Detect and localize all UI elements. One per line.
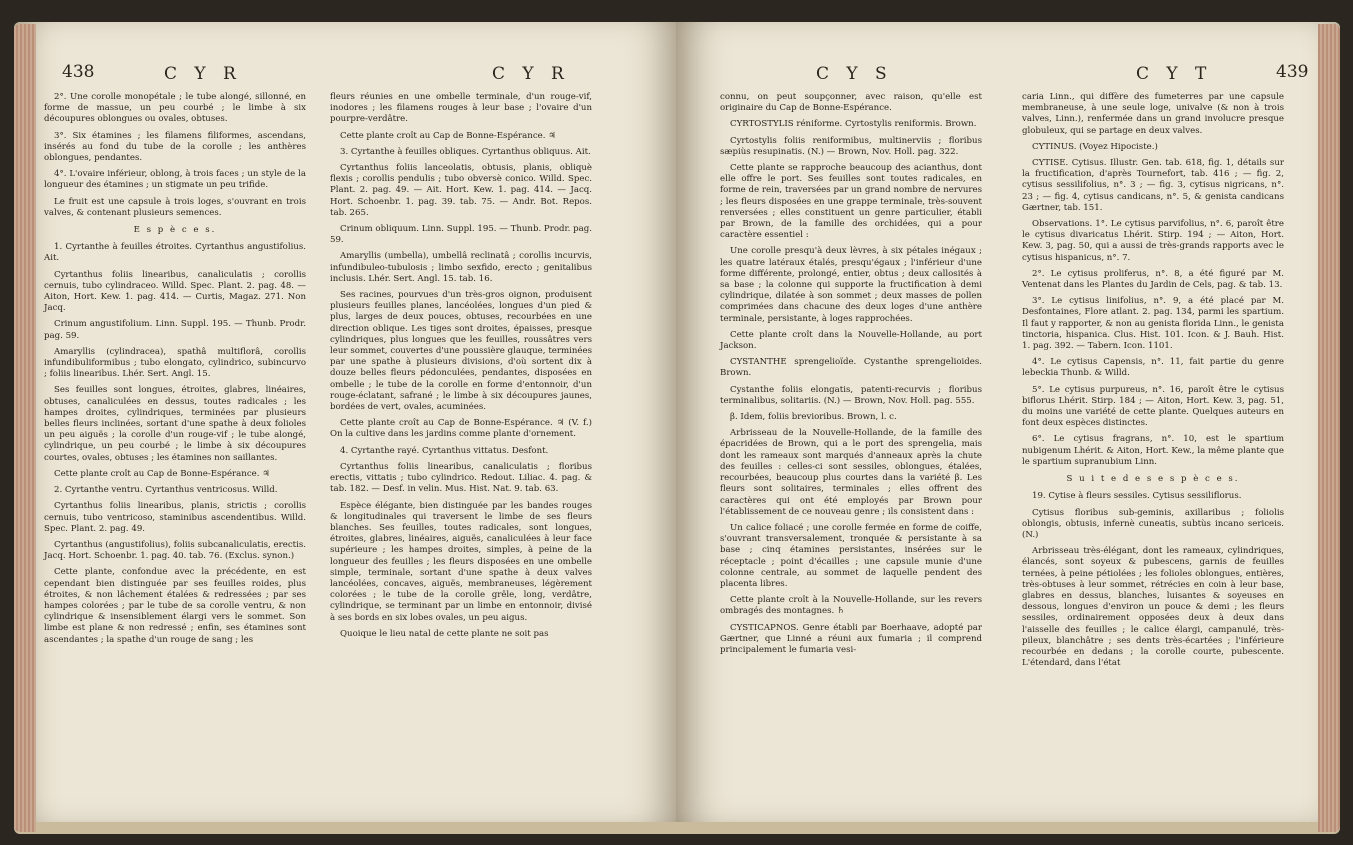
paragraph: Cytisus floribus sub-geminis, axillaribus ; foliolis oblongis, obtusis, infernè cuneatis, subtùs incano sericeis. (N.): [1022, 507, 1284, 540]
paragraph: Cette plante se rapproche beaucoup des acianthus, dont elle offre le port. Ses feuilles sont toutes radicales, en forme de rein, traversées par un grand nombre de nervures ; les fleurs disposées en une grappe terminale, très-souvent renversées ; elles constituent un genre particulier, établi par Brown, de la famille des orchidées, qui a pour caractère essentiel :: [720, 163, 982, 241]
paragraph: 19. Cytise à fleurs sessiles. Cytisus sessiliflorus.: [1032, 491, 1242, 502]
paragraph: Cyrtanthus foliis lanceolatis, obtusis, planis, obliquè flexis ; corollis pendulis ; tubo obversè conico. Willd. Spec. Plant. 2. pag. 49. — Ait. Hort. Kew. 1. pag. 414. — Jacq. Hort. Schoenbr. 1. pag. 39. tab. 75. — Andr. Bot. Repos. tab. 265.: [330, 163, 592, 218]
page-number-right: 439: [1276, 62, 1309, 82]
paragraph: Cette plante croît au Cap de Bonne-Espérance. ♃ (V. f.) On la cultive dans les jardins comme plante d'ornement.: [330, 418, 592, 440]
paragraph: Quoique le lieu natal de cette plante ne soit pas: [340, 628, 549, 639]
paragraph: 4. Cyrtanthe rayé. Cyrtanthus vittatus. Desfont.: [340, 445, 549, 456]
running-head-left-1: C Y R: [164, 64, 242, 84]
paragraph: Ses feuilles sont longues, étroites, glabres, linéaires, obtuses, canaliculées en dessus, toutes radicales ; les hampes droites, cylindriques, terminées par plusieurs belles fleurs inclinées, sortant d'une spathe à deux folioles un peu aiguës ; la corolle d'un rouge-vif ; le tube alongé, cylindrique, un peu courbé ; le limbe à six découpures courtes, ovales, obtuses ; les étamines non saillantes.: [44, 385, 306, 463]
page-number-left: 438: [62, 62, 95, 82]
paragraph: 3°. Six étamines ; les filamens filiformes, ascendans, insérés au fond du tube de la corolle ; les anthères oblongues, pendantes.: [44, 130, 306, 164]
running-head-left-2: C Y R: [492, 64, 570, 84]
paragraph: Cette plante croît au Cap de Bonne-Espérance. ♃: [54, 468, 270, 479]
paragraph: Arbrisseau de la Nouvelle-Hollande, de la famille des épacridées de Brown, qui a le port des sprengelia, mais dont les rameaux sont marqués d'anneaux après la chute des feuilles : celles-ci sont sessiles, oblongues, étalées, recourbées, beaucoup plus courtes dans la variété β. Les fleurs sont solitaires, terminales ; elles offrent des caractères qui ont été employés par Brown pour l'établissement de ce nouveau genre ; ils consistent dans :: [720, 428, 982, 517]
paragraph: connu, on peut soupçonner, avec raison, qu'elle est originaire du Cap de Bonne-Espérance.: [720, 92, 982, 114]
paragraph: 2°. Une corolle monopétale ; le tube alongé, sillonné, en forme de massue, un peu courbé ; le limbe à six découpures oblongues ou ovales, obtuses.: [44, 92, 306, 125]
paragraph: Cette plante croît au Cap de Bonne-Espérance. ♃: [340, 130, 556, 141]
paragraph: 4°. Le cytisus Capensis, n°. 11, fait partie du genre lebeckia Thunb. & Willd.: [1022, 357, 1284, 379]
paragraph: Cyrtostylis foliis reniformibus, multinerviis ; floribus sæpiùs resupinatis. (N.) — Brown, Nov. Holl. pag. 322.: [720, 135, 982, 157]
paragraph: Cyrtanthus foliis linearibus, planis, strictis ; corollis cernuis, tubo ventricoso, staminibus ascendentibus. Willd. Spec. Plant. 2. pag. 49.: [44, 501, 306, 534]
right-column-1: [720, 92, 982, 661]
paragraph: 2. Cyrtanthe ventru. Cyrtanthus ventricosus. Willd.: [54, 485, 278, 496]
paragraph: CYTINUS. (Voyez Hipociste.): [1032, 141, 1158, 152]
paragraph: E s p è c e s.: [133, 225, 217, 236]
page-edges-left: [14, 24, 36, 832]
paragraph: fleurs réunies en une ombelle terminale, d'un rouge-vif, inodores ; les filamens rouges à leur base ; l'ovaire d'un pourpre-verdâtre.: [330, 92, 592, 125]
paragraph: 4°. L'ovaire inférieur, oblong, à trois faces ; un style de la longueur des étamines ; un stigmate un peu trifide.: [44, 169, 306, 191]
paragraph: CYSTICAPNOS. Genre établi par Boerhaave, adopté par Gærtner, que Linné a réuni aux fumaria ; il comprend principalement le fumaria vesi-: [720, 622, 982, 655]
paragraph: Amaryllis (umbella), umbellâ reclinatâ ; corollis incurvis, infundibuleo-tubulosis ; limbo sexfido, erecto ; genitalibus inclusis. Lhér. Sert. Angl. 15. tab. 16.: [330, 251, 592, 284]
left-column-1: [44, 92, 306, 651]
paragraph: Espèce élégante, bien distinguée par les bandes rouges & longitudinales qui traversent le limbe de ses fleurs blanches. Ses feuilles, toutes radicales, sont longues, étroites, glabres, linéaires, aiguës, canaliculées à leur face supérieure ; les hampes droites, simples, à peine de la longueur des feuilles ; les fleurs disposées en une ombelle simple, terminale, sortant d'une spathe à deux valves lancéolées, concaves, aiguës, membraneuses, légèrement colorées ; le tube de la corolle grêle, long, verdâtre, cylindrique, se terminant par un limbe en entonnoir, divisé à ses bords en six lobes ovales, un peu aigus.: [330, 500, 592, 623]
paragraph: β. Idem, foliis brevioribus. Brown, l. c.: [730, 412, 897, 423]
paragraph: Ses racines, pourvues d'un très-gros oignon, produisent plusieurs feuilles planes, lancéolées, longues d'un pied & plus, larges de deux pouces, obtuses, recourbées en une direction oblique. Les tiges sont droites, épaisses, presque cylindriques, plus longues que les feuilles, roussâtres vers leur sommet, couvertes d'une poussière glauque, terminées par une spathe à plusieurs divisions, d'où sortent dix à douze belles fleurs pédonculées, pendantes, disposées en ombelle ; le tube de la corolle en forme d'entonnoir, d'un rouge-éclatant, safrané ; le limbe à six découpures jaunes, bordées de vert, ovales, acuminées.: [330, 290, 592, 413]
paragraph: CYSTANTHE sprengelioïde. Cystanthe sprengelioides. Brown.: [720, 357, 982, 379]
paragraph: 3. Cyrtanthe à feuilles obliques. Cyrtanthus obliquus. Ait.: [340, 146, 591, 157]
paragraph: Arbrisseau très-élégant, dont les rameaux, cylindriques, élancés, sont soyeux & pubescens, garnis de feuilles ternées, à peine pétiolées ; les folioles oblongues, entières, très-obtuses à leur sommet, rétrécies en coin à leur base, glabres en dessus, blanches, luisantes & soyeuses en dessous, longues d'environ un pouce & demi ; les fleurs sessiles, ordinairement opposées deux à deux dans l'aisselle des feuilles ; le calice élargi, campanulé, très-pileux, blanchâtre ; ses dents très-écartées ; l'inférieure recourbée en dedans ; la corolle courte, pubescente. L'étendard, dans l'état: [1022, 546, 1284, 669]
paragraph: Crinum obliquum. Linn. Suppl. 195. — Thunb. Prodr. pag. 59.: [330, 224, 592, 246]
paragraph: caria Linn., qui diffère des fumeterres par une capsule membraneuse, à une seule loge, univalve (& non à trois valves, Linn.), renfermée dans un grand involucre presque globuleux, qui se partage en deux valves.: [1022, 92, 1284, 136]
paragraph: Le fruit est une capsule à trois loges, s'ouvrant en trois valves, & contenant plusieurs semences.: [44, 196, 306, 218]
paragraph: CYTISE. Cytisus. Illustr. Gen. tab. 618, fig. 1, détails sur la fructification, d'après Tournefort, tab. 416 ; — fig. 2, cytisus sessilifolius, n°. 3 ; — fig. 3, cytisus nigricans, n°. 23 ; — fig. 4, cytisus candicans, n°. 5, & genista candicans Gærtner, tab. 151.: [1022, 158, 1284, 213]
paragraph: CYRTOSTYLIS réniforme. Cyrtostylis reniformis. Brown.: [730, 119, 977, 130]
paragraph: 5°. Le cytisus purpureus, n°. 16, paroît être le cytisus biflorus Lhérit. Stirp. 184 ; — Aiton, Hort. Kew. 3, pag. 51, du moins une variété de cette plante. Quelques auteurs en font deux espèces distinctes.: [1022, 384, 1284, 429]
paragraph: Cyrtanthus (angustifolius), foliis subcanaliculatis, erectis. Jacq. Hort. Schoenbr. 1. pag. 40. tab. 76. (Exclus. synon.): [44, 539, 306, 562]
left-page: [14, 22, 678, 822]
paragraph: Un calice foliacé ; une corolle fermée en forme de coiffe, s'ouvrant transversalement, tronquée & persistante à sa base ; cinq étamines persistantes, insérées sur le réceptacle ; point d'écailles ; une capsule munie d'une colonne centrale, au sommet de laquelle pendent des placenta libres.: [720, 522, 982, 589]
paragraph: 6°. Le cytisus fragrans, n°. 10, est le spartium nubigenum Lhérit. & Aiton, Hort. Kew., la même plante que le spartium supranubium Linn.: [1022, 434, 1284, 467]
paragraph: S u i t e d e s e s p è c e s.: [1066, 474, 1240, 485]
paragraph: Cette plante croît dans la Nouvelle-Hollande, au port Jackson.: [720, 329, 982, 352]
right-page: [676, 22, 1340, 822]
paragraph: Crinum angustifolium. Linn. Suppl. 195. — Thunb. Prodr. pag. 59.: [44, 319, 306, 341]
paragraph: 1. Cyrtanthe à feuilles étroites. Cyrtanthus angustifolius. Ait.: [44, 242, 306, 264]
paragraph: 2°. Le cytisus proliferus, n°. 8, a été figuré par M. Ventenat dans les Plantes du Jardin de Cels, pag. & tab. 13.: [1022, 268, 1284, 291]
paragraph: Amaryllis (cylindracea), spathâ multiflorâ, corollis infundibuliformibus ; tubo elongato, cylindrico, subincurvo ; foliis linearibus. Lhér. Sert. Angl. 15.: [44, 346, 306, 380]
paragraph: Observations. 1°. Le cytisus parvifolius, n°. 6, paroît être le cytisus divaricatus Lhérit. Stirp. 194 ; — Aiton, Hort. Kew. 3, pag. 50, qui a aussi de très-grands rapports avec le cytisus hispanicus, n°. 7.: [1022, 219, 1284, 263]
right-column-2: [1022, 92, 1284, 674]
paragraph: Une corolle presqu'à deux lèvres, à six pétales inégaux ; les quatre latéraux étalés, presqu'égaux ; l'inférieur d'une forme différente, prolongé, entier, obtus ; deux callosités à sa base ; la colonne qui supporte la fructification à demi cylindrique, dilatée à son sommet ; deux masses de pollen comprimées dans chacune des deux loges d'une anthère terminale, persistante, à loges rapprochées.: [720, 246, 982, 324]
open-book: [14, 22, 1340, 834]
running-head-right-1: C Y S: [816, 64, 893, 84]
running-head-right-2: C Y T: [1136, 64, 1213, 84]
paragraph: 3°. Le cytisus linifolius, n°. 9, a été placé par M. Desfontaines, Flore atlant. 2. pag. 134, parmi les spartium. Il faut y rapporter, & non au genista florida Linn., le genista tinctoria, hispanica. Clus. Hist. 101. Icon. & J. Bauh. Hist. 1. pag. 392. — Tabern. Icon. 1101.: [1022, 296, 1284, 352]
paragraph: Cette plante, confondue avec la précédente, en est cependant bien distinguée par ses feuilles roides, plus étroites, & non lâchement étalées & redressées ; par ses hampes colorées ; par le tube de sa corolle ventru, & non cylindrique & insensiblement élargi vers le sommet. Son limbe est plane & non redressé ; enfin, ses étamines sont ascendantes ; la spathe d'un rouge de sang ; les: [44, 567, 306, 645]
paragraph: Cyrtanthus foliis linearibus, canaliculatis ; corollis cernuis, tubo cylindraceo. Willd. Spec. Plant. 2. pag. 48. — Aiton, Hort. Kew. 1. pag. 414. — Curtis, Magaz. 271. Non Jacq.: [44, 269, 306, 314]
paragraph: Cette plante croît à la Nouvelle-Hollande, sur les revers ombragés des montagnes. ♄: [720, 595, 982, 617]
paragraph: Cystanthe foliis elongatis, patenti-recurvis ; floribus terminalibus, solitariis. (N.) — Brown, Nov. Holl. pag. 555.: [720, 384, 982, 406]
left-column-2: [330, 92, 592, 645]
paragraph: Cyrtanthus foliis linearibus, canaliculatis ; floribus erectis, vittatis ; tubo cylindrico. Redout. Liliac. 4. pag. & tab. 182. — Desf. in velin. Mus. Hist. Nat. 9. tab. 63.: [330, 461, 592, 495]
page-edges-right: [1318, 24, 1340, 832]
